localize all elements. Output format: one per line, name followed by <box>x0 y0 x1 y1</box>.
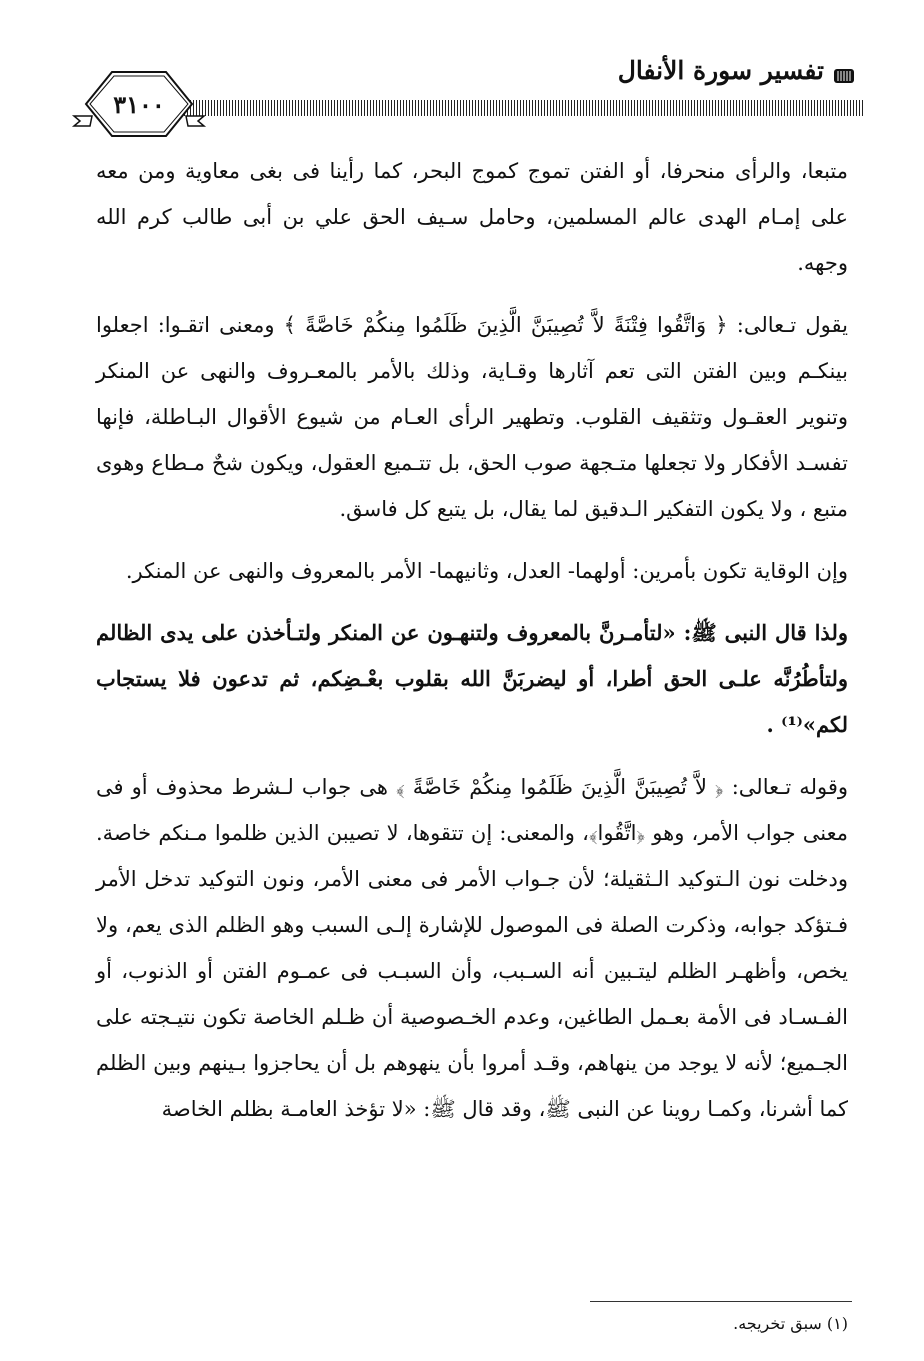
page-number: ٣١٠٠ <box>113 90 165 119</box>
running-title-text: تفسير سورة الأنفال <box>617 56 824 85</box>
hadith-paragraph: ولذا قال النبى ﷺ: «لتأمـرنَّ بالمعروف ولتنهـون عن المنكر ولتـأخذن على يدى الظالم ولتأطُرُنَّه علـى الحق أطرا، أو ليضربَنَّ الله بقلوب بعْـضِكم، ثم تدعون فلا يستجاب لكم»⁽¹⁾ . <box>96 620 848 737</box>
paragraph: وقوله تـعالى: ﴿ لاَّ تُصِيبَنَّ الَّذِينَ ظَلَمُوا مِنكُمْ خَاصَّةً ﴾ هى جواب لـشرط محذوف أو فى معنى جواب الأمر، وهو ﴿اتَّقُوا﴾، والمعنى: إن تتقوها، لا تصيبن الذين ظلموا مـنكم خاصة. ودخلت نون الـتوكيد الـثقيلة؛ لأن جـواب الأمر فى معنى الأمر، ونون التوكيد تدخل الأمر فـتؤكد جوابه، وذكرت الصلة فى الموصول للإشارة إلـى السبب وهو الظلم الذى يعم، ولا يخص، وأظهـر الظلم ليتـبين أنه السـبب، وأن السبـب فى عمـوم الفتن أو الذنوب، أو الفـسـاد فى الأمة بعـمل الطاغين، وعدم الخـصوصية أن ظـلم الخاصة تكون نتيـجته على الجـميع؛ لأنه لا يوجد من ينهاهم، وقـد أمروا بأن ينهوهم بل أن يحاجزوا بـينهم وبين الظلم كما أشرنا، وكمـا روينا عن النبى ﷺ، وقد قال ﷺ: «لا تؤخذ العامـة بظلم الخاصة <box>96 775 848 1121</box>
body-text <box>96 148 848 1148</box>
ornament-icon <box>832 62 856 80</box>
page-header <box>0 0 924 140</box>
footnote-separator <box>590 1301 852 1302</box>
paragraph: متبعا، والرأى منحرفا، أو الفتن تموج كموج البحر، كما رأينا فى بغى معاوية ومن معه على إمـام الهدى عالم المسلمين، وحامل سـيف الحق علي بن أبى طالب كرم الله وجهه. <box>96 159 848 275</box>
running-title <box>618 56 856 85</box>
header-rule <box>118 100 864 116</box>
paragraph: وإن الوقاية تكون بأمرين: أولهما- العدل، وثانيهما- الأمر بالمعروف والنهى عن المنكر. <box>125 559 848 583</box>
footnote: (١) سبق تخريجه. <box>733 1314 848 1333</box>
page-number-badge <box>64 64 214 144</box>
paragraph: يقول تـعالى: ﴿ وَاتَّقُوا فِتْنَةً لاَّ تُصِيبَنَّ الَّذِينَ ظَلَمُوا مِنكُمْ خَاصَّةً ﴾ ومعنى اتقـوا: اجعلوا بينكـم وبين الفتن التى تعم آثارها وقـاية، وذلك بالأمر بالمعـروف والنهى عن المنكر وتنوير العقـول وتثقيف القلوب. وتطهير الرأى العـام من شيوع الأقوال البـاطلة، فإنها تفسـد الأفكار ولا تجعلها متـجهة صوب الحق، بل تتـميع العقول، ويكون شحٌ مـطاع وهوى متبع ، ولا يكون التفكير الـدقيق لما يقال، بل يتبع كل فاسق. <box>96 313 848 521</box>
